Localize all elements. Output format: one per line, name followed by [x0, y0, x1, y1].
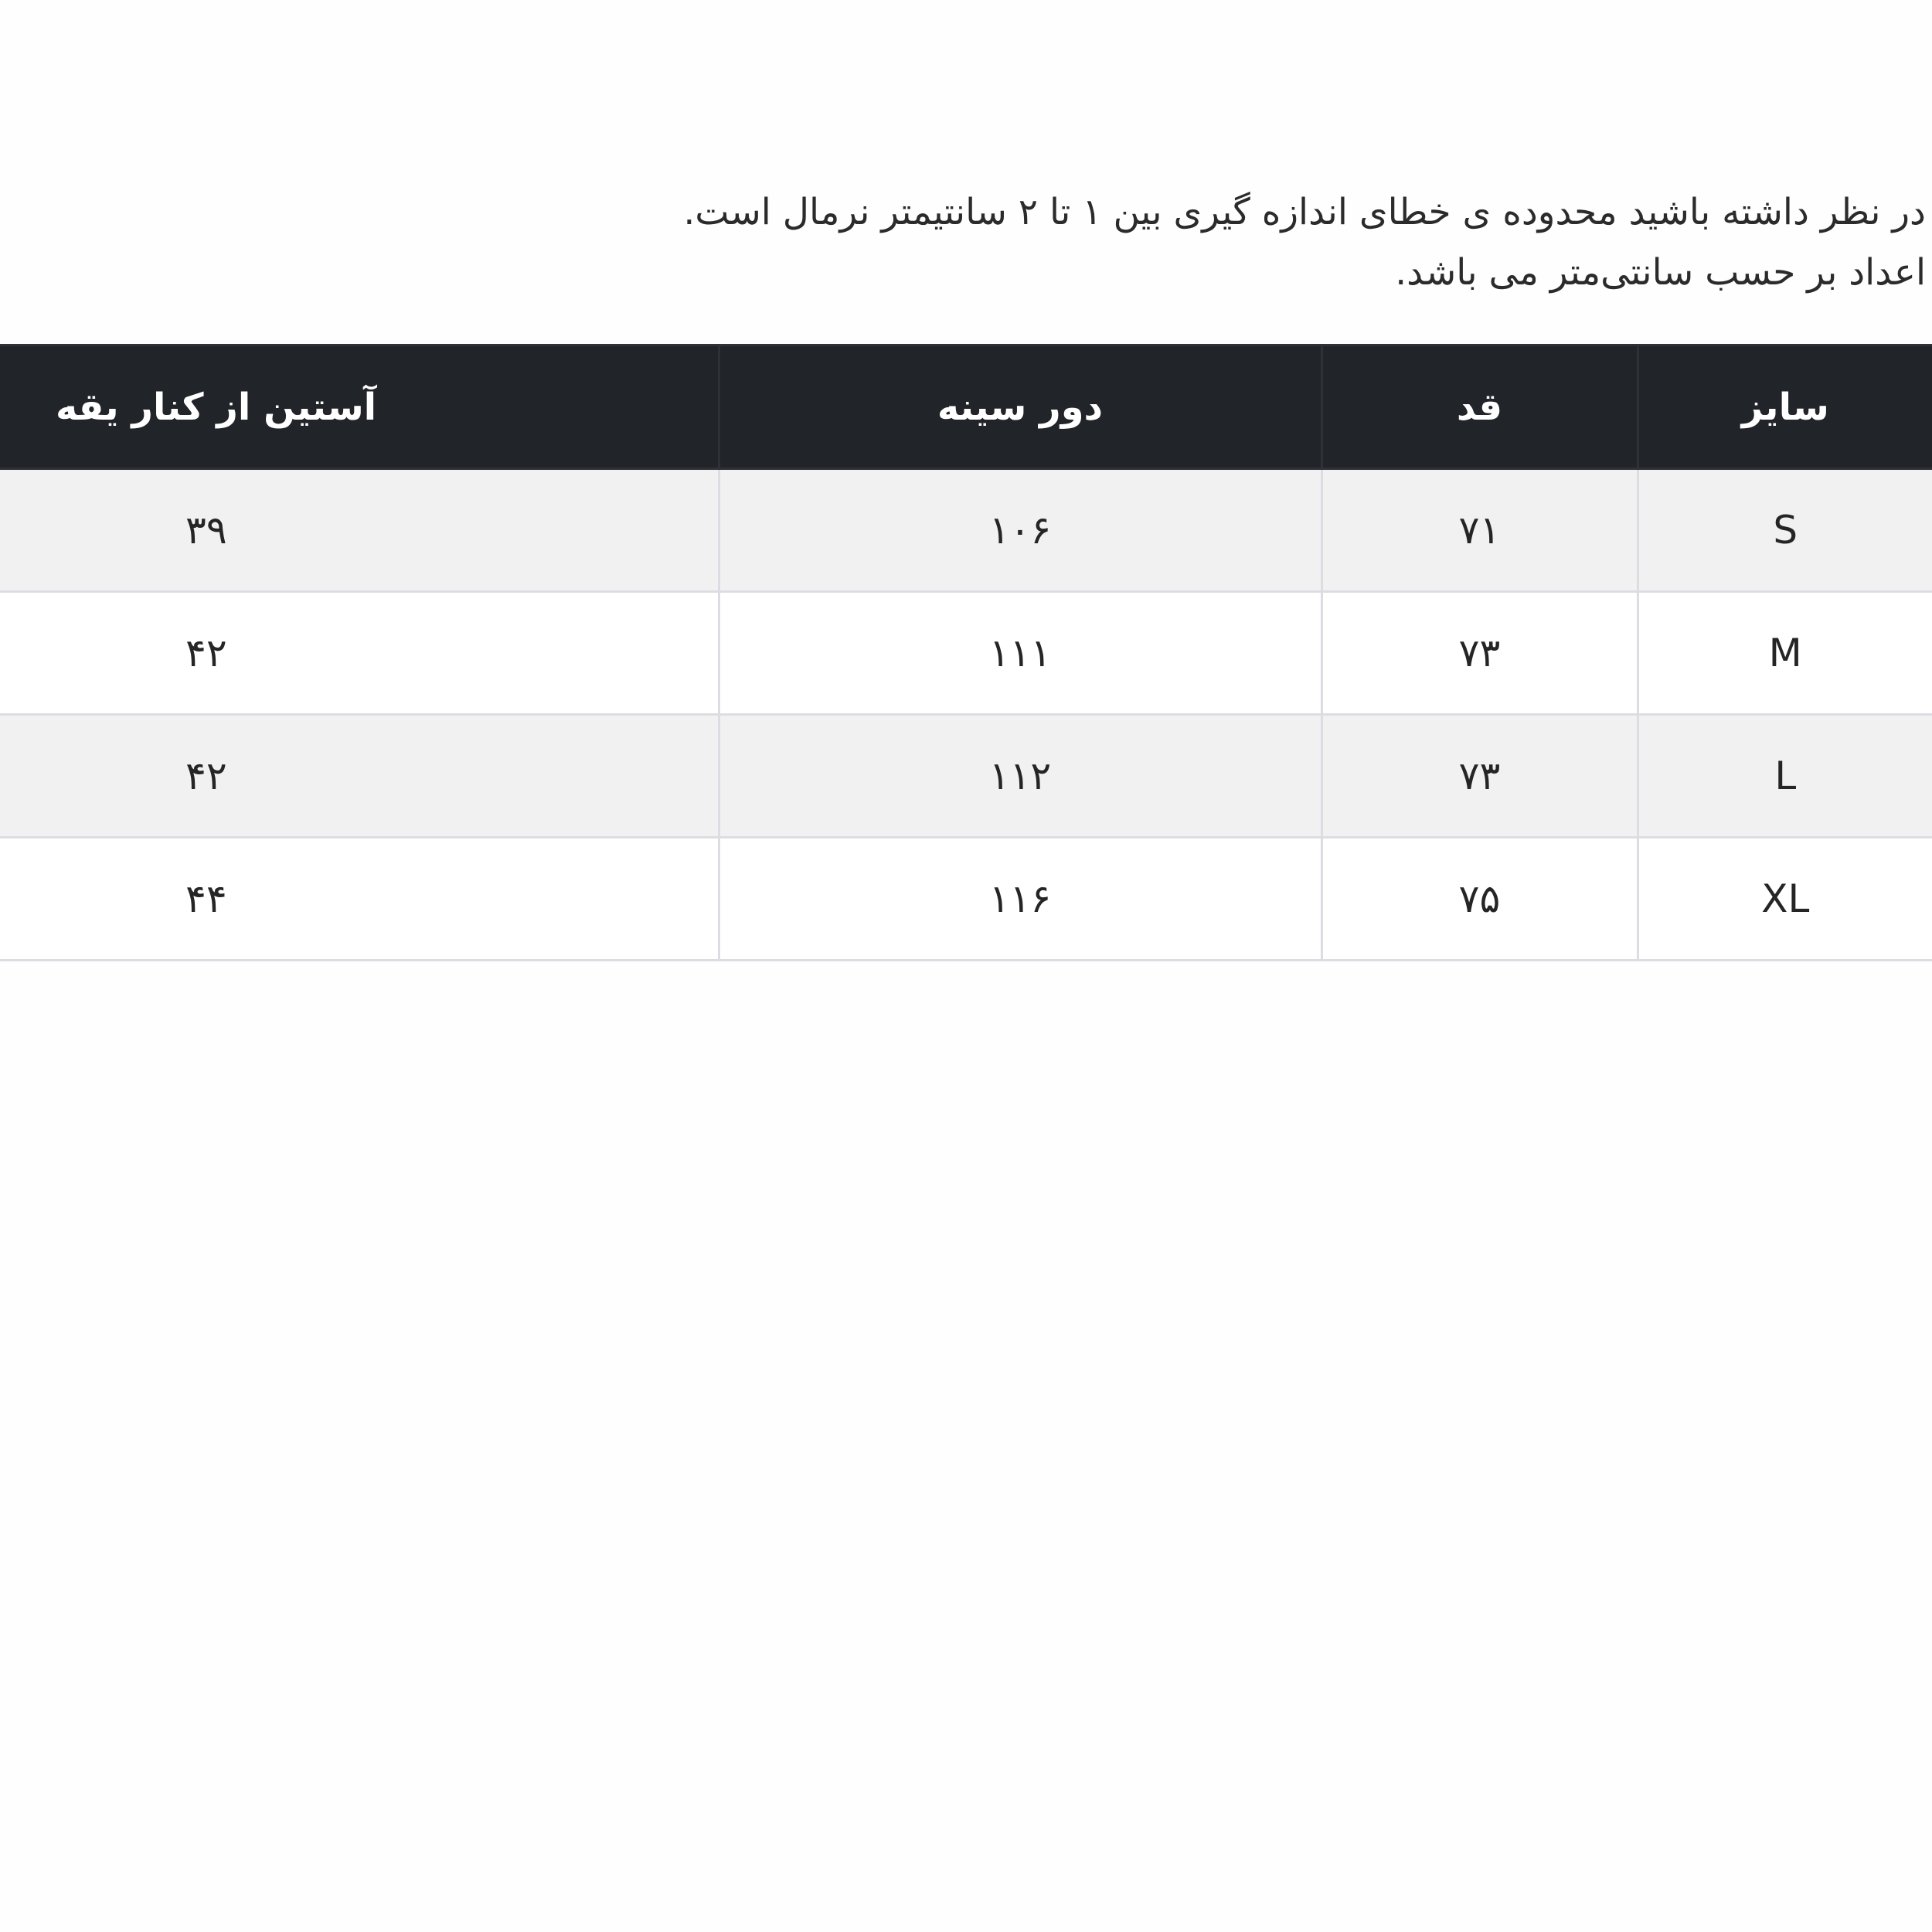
cell-sleeve: ۴۲ [0, 715, 719, 838]
cell-size: L [1638, 715, 1932, 838]
table-row [0, 715, 1932, 838]
cell-length: ۷۳ [1321, 592, 1638, 715]
cell-chest: ۱۱۲ [719, 715, 1321, 838]
cell-sleeve: ۳۹ [0, 469, 719, 592]
cell-length: ۷۱ [1321, 469, 1638, 592]
cell-size: S [1638, 469, 1932, 592]
table-row [0, 592, 1932, 715]
cell-size: XL [1638, 838, 1932, 961]
cell-length: ۷۳ [1321, 715, 1638, 838]
cell-chest: ۱۰۶ [719, 469, 1321, 592]
table-header-row [0, 345, 1932, 469]
table-row [0, 838, 1932, 961]
header-chest: دور سینه [719, 345, 1321, 469]
tolerance-note: در نظر داشته باشید محدوده ی خطای اندازه گیری بین ۱ تا ۲ سانتیمتر نرمال است. [683, 191, 1926, 233]
header-sleeve: آستین از کنار یقه [0, 345, 719, 469]
cell-chest: ۱۱۶ [719, 838, 1321, 961]
header-length: قد [1321, 345, 1638, 469]
size-chart-table [0, 344, 1932, 961]
units-note: اعداد بر حسب سانتی‌متر می باشد. [1395, 251, 1926, 294]
header-size: سایز [1638, 345, 1932, 469]
table-row [0, 469, 1932, 592]
cell-chest: ۱۱۱ [719, 592, 1321, 715]
cell-sleeve: ۴۴ [0, 838, 719, 961]
cell-size: M [1638, 592, 1932, 715]
size-notes [683, 182, 1926, 303]
cell-sleeve: ۴۲ [0, 592, 719, 715]
cell-length: ۷۵ [1321, 838, 1638, 961]
